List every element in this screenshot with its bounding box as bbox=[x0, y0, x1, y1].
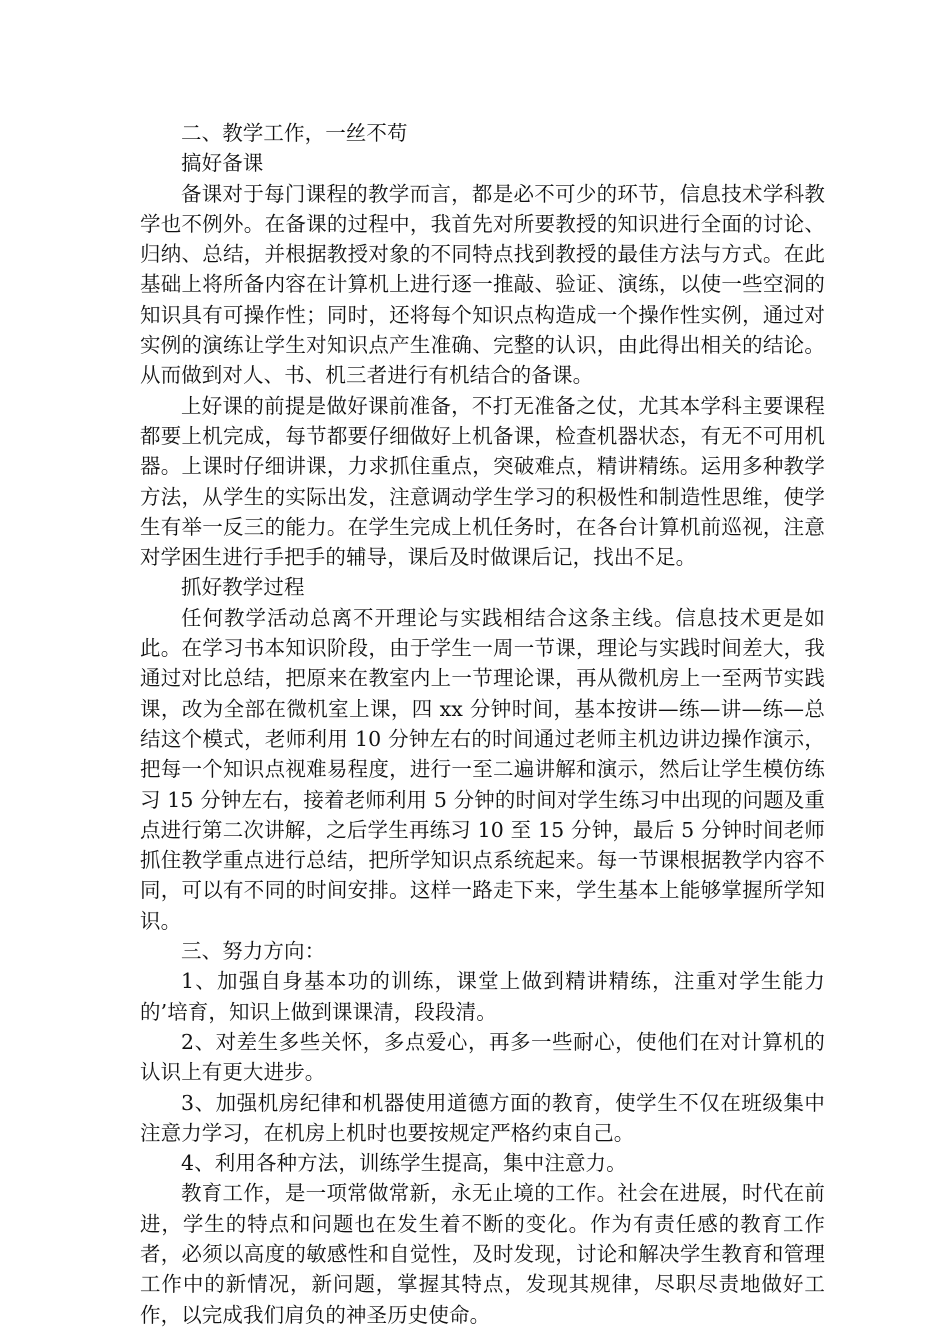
paragraph-conclusion: 教育工作，是一项常做常新，永无止境的工作。社会在进展，时代在前进，学生的特点和问题也在发生着不断的变化。作为有责任感的教育工作者，必须以高度的敏感性和自觉性，及时发现，讨论和解决学生教育和管理工作中的新情况，新问题，掌握其特点，发现其规律，尽职尽责地做好工作，以完成我们肩负的神圣历史使命。 bbox=[140, 1181, 825, 1327]
list-item-2: 2、对差生多些关怀，多点爱心，再多一些耐心，使他们在对计算机的认识上有更大进步。 bbox=[140, 1029, 825, 1085]
subheading-teaching-process: 抓好教学过程 bbox=[181, 575, 305, 600]
list-item-1: 1、加强自身基本功的训练，课堂上做到精讲精练，注重对学生能力的’培育，知识上做到课课清，段段清。 bbox=[140, 969, 825, 1024]
list-item-4: 4、利用各种方法，训练学生提高，集中注意力。 bbox=[181, 1151, 627, 1176]
list-item-3: 3、加强机房纪律和机器使用道德方面的教育，使学生不仅在班级集中注意力学习，在机房上机时也要按规定严格约束自己。 bbox=[140, 1090, 825, 1145]
section-heading-directions: 三、努力方向： bbox=[181, 939, 326, 964]
paragraph-lesson-preparation: 备课对于每门课程的教学而言，都是必不可少的环节，信息技术学科教学也不例外。在备课的过程中，我首先对所要教授的知识进行全面的讨论、归纳、总结，并根据教授对象的不同特点找到教授的最佳方法与方式。在此基础上将所备内容在计算机上进行逐一推敲、验证、演练，以使一些空洞的知识具有可操作性；同时，还将每个知识点构造成一个操作性实例，通过对实例的演练让学生对知识点产生准确、完整的认识，由此得出相关的结论。从而做到对人、书、机三者进行有机结合的备课。 bbox=[140, 181, 825, 388]
paragraph-teaching-process: 任何教学活动总离不开理论与实践相结合这条主线。信息技术更是如此。在学习书本知识阶段，由于学生一周一节课，理论与实践时间差大，我通过对比总结，把原来在教室内上一节理论课，再从微机房上一至两节实践课，改为全部在微机室上课，四 xx 分钟时间，基本按讲—练—讲—练—总结这个模式，老师利用 10 分钟左右的时间通过老师主机边讲边操作演示，把每一个知识点视难易程度，进行一至二遍讲解和演示，然后让学生模仿练习 15 分钟左右，接着老师利用 5 分钟的时间对学生练习中出现的问题及重点进行第二次讲解，之后学生再练习 10 至 15 分钟，最后 5 分钟时间老师抓住教学重点进行总结，把所学知识点系统起来。每一节课根据教学内容不同，可以有不同的时间安排。这样一路走下来，学生基本上能够掌握所学知识。 bbox=[140, 605, 825, 933]
paragraph-good-class: 上好课的前提是做好课前准备，不打无准备之仗，尤其本学科主要课程都要上机完成，每节都要仔细做好上机备课，检查机器状态，有无不可用机器。上课时仔细讲课，力求抓住重点，突破难点，精讲精练。运用多种教学方法，从学生的实际出发，注意调动学生学习的积极性和制造性思维，使学生有举一反三的能力。在学生完成上机任务时，在各台计算机前巡视，注意对学困生进行手把手的辅导，课后及时做课后记，找出不足。 bbox=[140, 393, 825, 570]
subheading-lesson-preparation: 搞好备课 bbox=[181, 151, 264, 176]
document-page bbox=[140, 118, 825, 1330]
section-heading-teaching-work: 二、教学工作，一丝不苟 bbox=[181, 121, 408, 145]
